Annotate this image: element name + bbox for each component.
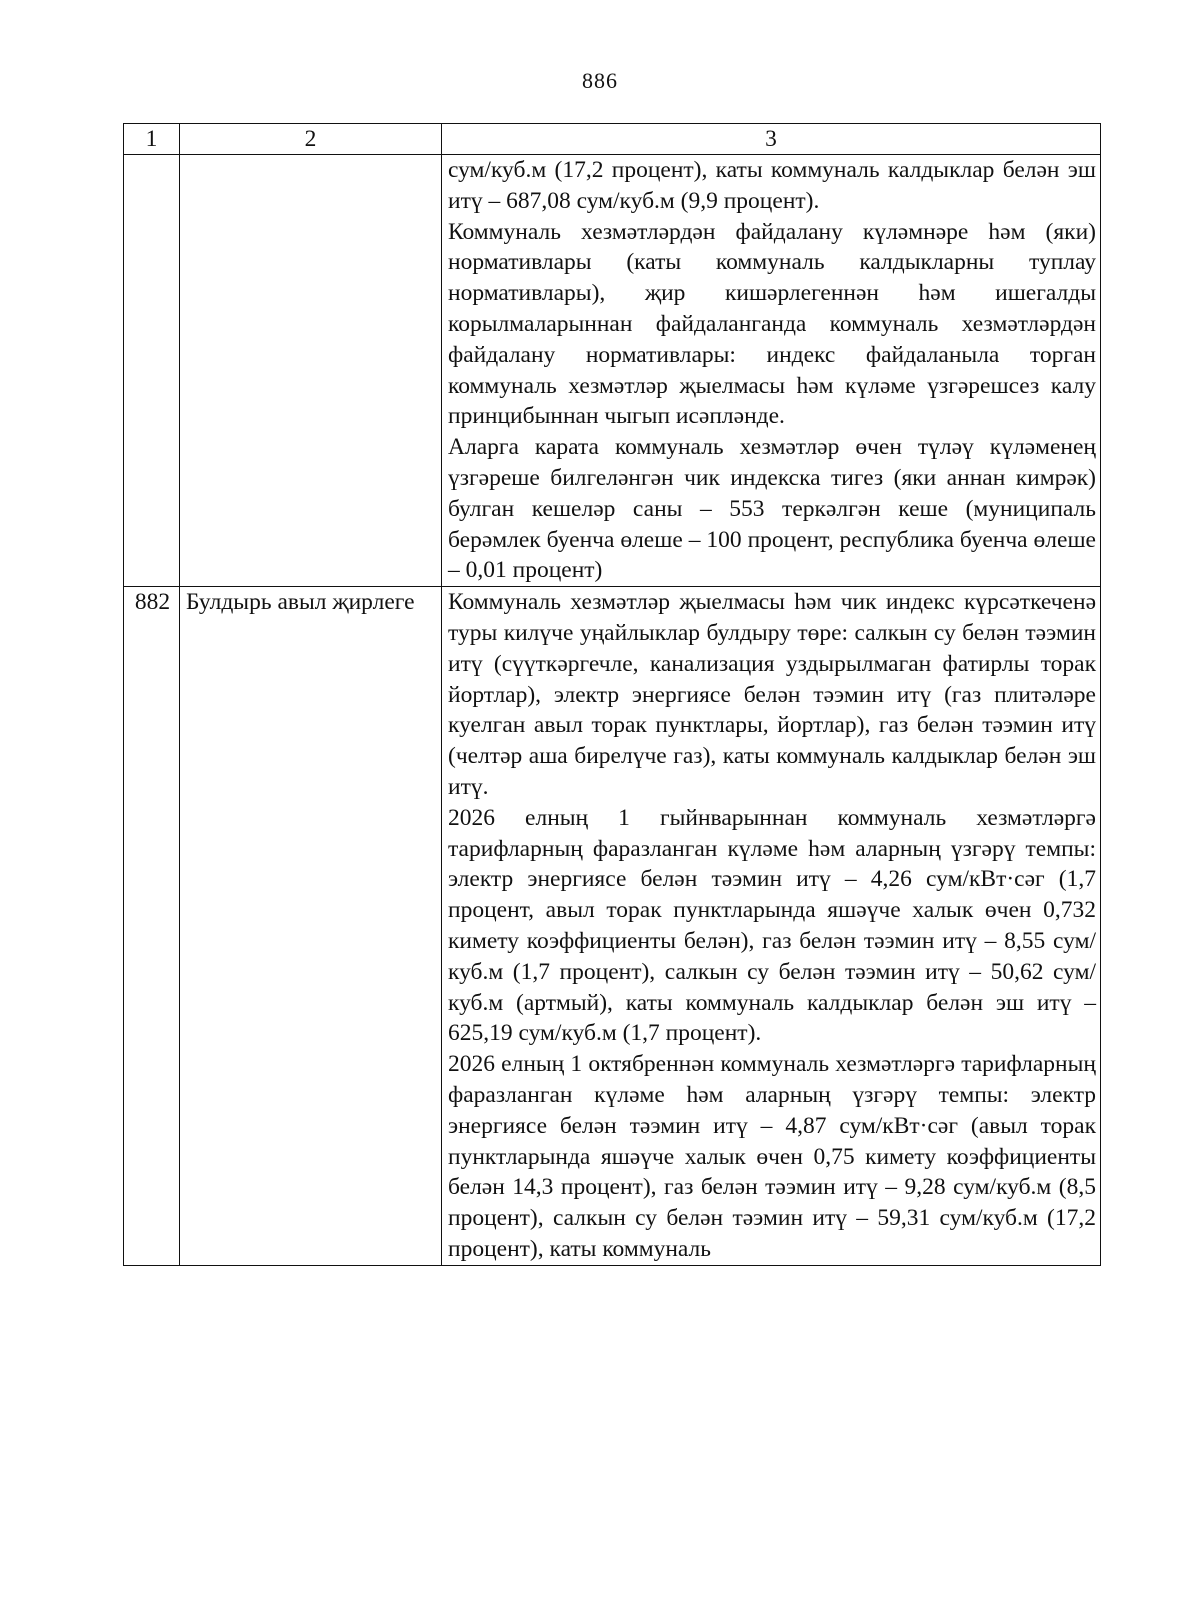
column-header-description: 3 [442,124,1101,155]
page-number: 886 [582,68,618,93]
description-paragraph: Коммуналь хезмәтләр җыелмасы һәм чик индекс күрсәткеченә туры килүче уңайлыклар булдыру төре: салкын су белән тәэмин итү (сүүткәргечле, канализация уздырылмаган фатирлы торак йортлар), электр энергиясе белән тәэмин итү (газ плитәләре куелган авыл торак пунктлары, йортлар), газ белән тәэмин итү (челтәр аша бирелүче газ), каты коммуналь калдыклар белән эш итү. [448,589,1096,800]
description-cell [442,587,1101,1266]
table-header-row [124,124,1101,155]
description-paragraph: 2026 елның 1 октябреннән коммуналь хезмәтләргә тарифларның фаразланган күләме һәм аларның үзгәрү темпы: электр энергиясе белән тәэмин итү – 4,87 сум/кВт·сәг (авыл торак пунктларында яшәүче халык өчен 0,75 кимету коэффициенты белән 14,3 процент), газ белән тәэмин итү – 9,28 сум/куб.м (8,5 процент), салкын су белән тәэмин итү – 59,31 сум/куб.м (17,2 процент), каты коммуналь [448,1051,1096,1262]
row-number-cell: 882 [124,587,180,1266]
description-paragraph: Коммуналь хезмәтләрдән файдалану күләмнәре һәм (яки) нормативлары (каты коммуналь калдыкларны туплау нормативлары), җир кишәрлегеннән һәм ишегалды корылмаларыннан файдаланганда коммуналь хезмәтләрдән файдалану нормативлары: индекс файдаланыла торган коммуналь хезмәтләр җыелмасы һәм күләме үзгәрешсез калу принцибыннан чыгып исәпләнде. [448,218,1096,430]
column-header-name: 2 [180,124,442,155]
description-cell [442,155,1101,587]
settlement-name-cell [180,155,442,587]
table-row [124,587,1101,1266]
document-table [123,123,1101,1266]
description-paragraph: Аларга карата коммуналь хезмәтләр өчен түләү күләменең үзгәреше билгеләнгән чик индекска тигез (яки аннан кимрәк) булган кешеләр саны – 553 теркәлгән кеше (муниципаль берәмлек буенча өлеше – 100 процент, республика буенча өлеше – 0,01 процент) [448,434,1096,584]
description-paragraph: сум/куб.м (17,2 процент), каты коммуналь калдыклар белән эш итү – 687,08 сум/куб.м (9,9 процент). [448,157,1096,214]
column-header-number: 1 [124,124,180,155]
row-number-cell [124,155,180,587]
description-paragraph: 2026 елның 1 гыйнварыннан коммуналь хезмәтләргә тарифларның фаразланган күләме һәм аларның үзгәрү темпы: электр энергиясе белән тәэмин итү – 4,26 сум/кВт·сәг (1,7 процент, авыл торак пунктларында яшәүче халык өчен 0,732 кимету коэффициенты белән), газ белән тәэмин итү – 8,55 сум/куб.м (1,7 процент), салкын су белән тәэмин итү – 50,62 сум/куб.м (артмый), каты коммуналь калдыклар белән эш итү – 625,19 сум/куб.м (1,7 процент). [448,804,1096,1047]
settlement-name-cell: Булдырь авыл җирлеге [180,587,442,1266]
table-row [124,155,1101,587]
